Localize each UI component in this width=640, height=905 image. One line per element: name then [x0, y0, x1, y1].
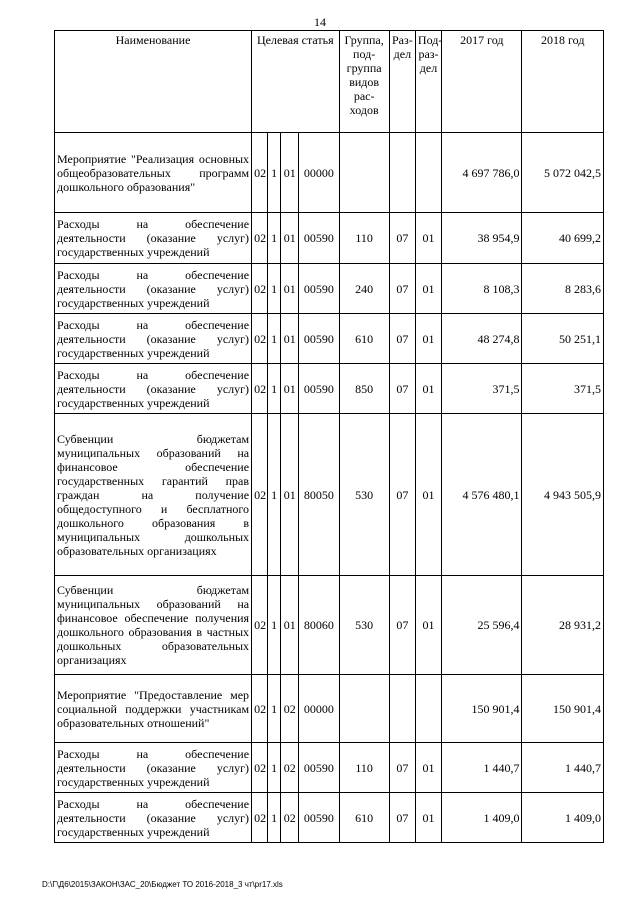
target-event: 01 [281, 133, 299, 213]
header-year-2017: 2017 год [442, 31, 522, 133]
target-direction: 00590 [299, 264, 339, 314]
header-expense-group: Группа, под-группа видов рас-ходов [339, 31, 389, 133]
expense-group: 240 [339, 264, 389, 314]
subsection: 01 [415, 364, 441, 414]
amount-2017: 1 440,7 [442, 743, 522, 793]
target-program: 02 [252, 793, 268, 843]
expense-group: 530 [339, 576, 389, 675]
target-event: 01 [281, 414, 299, 576]
section: 07 [389, 414, 415, 576]
target-direction: 80060 [299, 576, 339, 675]
target-direction: 80050 [299, 414, 339, 576]
target-direction: 00590 [299, 314, 339, 364]
target-direction: 00000 [299, 675, 339, 743]
section: 07 [389, 743, 415, 793]
target-event: 02 [281, 793, 299, 843]
target-program: 02 [252, 133, 268, 213]
table-row [55, 576, 604, 675]
target-direction: 00000 [299, 133, 339, 213]
row-name: Расходы на обеспечение деятельности (оказание услуг) государственных учреждений [55, 793, 252, 843]
row-name: Субвенции бюджетам муниципальных образований на финансовое обеспечение получения дошкольного образования в частных дошкольных образовательных организациях [55, 576, 252, 675]
amount-2018: 1 409,0 [522, 793, 604, 843]
amount-2017: 371,5 [442, 364, 522, 414]
row-name: Субвенции бюджетам муниципальных образований на финансовое обеспечение государственных гарантий прав граждан на получение общедоступного и бесплатного дошкольного образования в муниципальных дошкольных образовательных организациях [55, 414, 252, 576]
section [389, 133, 415, 213]
header-section: Раз-дел [389, 31, 415, 133]
amount-2018: 5 072 042,5 [522, 133, 604, 213]
expense-group: 610 [339, 793, 389, 843]
header-name: Наименование [55, 31, 252, 133]
amount-2017: 4 697 786,0 [442, 133, 522, 213]
amount-2017: 4 576 480,1 [442, 414, 522, 576]
table-row [55, 414, 604, 576]
target-direction: 00590 [299, 364, 339, 414]
row-name: Расходы на обеспечение деятельности (оказание услуг) государственных учреждений [55, 743, 252, 793]
table-row [55, 314, 604, 364]
amount-2018: 150 901,4 [522, 675, 604, 743]
section: 07 [389, 314, 415, 364]
row-name: Мероприятие "Реализация основных общеобразовательных программ дошкольного образования" [55, 133, 252, 213]
row-name: Мероприятие "Предоставление мер социальной поддержки участникам образовательных отношений" [55, 675, 252, 743]
expense-group: 850 [339, 364, 389, 414]
row-name: Расходы на обеспечение деятельности (оказание услуг) государственных учреждений [55, 264, 252, 314]
table-row [55, 364, 604, 414]
target-subprogram: 1 [268, 364, 281, 414]
section [389, 675, 415, 743]
target-direction: 00590 [299, 213, 339, 264]
section: 07 [389, 793, 415, 843]
target-subprogram: 1 [268, 264, 281, 314]
subsection: 01 [415, 414, 441, 576]
amount-2018: 28 931,2 [522, 576, 604, 675]
table-row [55, 213, 604, 264]
amount-2018: 4 943 505,9 [522, 414, 604, 576]
page-number: 14 [314, 15, 326, 29]
amount-2017: 150 901,4 [442, 675, 522, 743]
amount-2018: 40 699,2 [522, 213, 604, 264]
subsection: 01 [415, 314, 441, 364]
target-event: 01 [281, 213, 299, 264]
target-program: 02 [252, 576, 268, 675]
table-row [55, 793, 604, 843]
row-name: Расходы на обеспечение деятельности (оказание услуг) государственных учреждений [55, 314, 252, 364]
footer-file-path: D:\Г\Д6\2015\ЗАКОН\ЗАС_20\Бюджет ТО 2016-2018_3 чт\pr17.xls [42, 880, 283, 889]
target-event: 01 [281, 576, 299, 675]
header-year-2018: 2018 год [522, 31, 604, 133]
subsection [415, 133, 441, 213]
subsection: 01 [415, 264, 441, 314]
subsection: 01 [415, 576, 441, 675]
amount-2018: 371,5 [522, 364, 604, 414]
amount-2017: 48 274,8 [442, 314, 522, 364]
subsection [415, 675, 441, 743]
amount-2017: 25 596,4 [442, 576, 522, 675]
expense-group [339, 675, 389, 743]
expense-group: 110 [339, 743, 389, 793]
table-row [55, 264, 604, 314]
target-direction: 00590 [299, 793, 339, 843]
target-program: 02 [252, 314, 268, 364]
amount-2017: 1 409,0 [442, 793, 522, 843]
table-row [55, 133, 604, 213]
section: 07 [389, 264, 415, 314]
expense-group: 610 [339, 314, 389, 364]
row-name: Расходы на обеспечение деятельности (оказание услуг) государственных учреждений [55, 213, 252, 264]
amount-2017: 38 954,9 [442, 213, 522, 264]
table-row [55, 675, 604, 743]
target-program: 02 [252, 264, 268, 314]
target-event: 02 [281, 675, 299, 743]
target-event: 01 [281, 364, 299, 414]
amount-2017: 8 108,3 [442, 264, 522, 314]
target-program: 02 [252, 414, 268, 576]
expense-group: 530 [339, 414, 389, 576]
target-direction: 00590 [299, 743, 339, 793]
header-target-article: Целевая статья [252, 31, 339, 133]
budget-table [54, 30, 604, 843]
target-program: 02 [252, 743, 268, 793]
target-subprogram: 1 [268, 414, 281, 576]
target-subprogram: 1 [268, 675, 281, 743]
subsection: 01 [415, 743, 441, 793]
target-program: 02 [252, 675, 268, 743]
target-subprogram: 1 [268, 314, 281, 364]
table-row [55, 743, 604, 793]
amount-2018: 50 251,1 [522, 314, 604, 364]
section: 07 [389, 576, 415, 675]
target-subprogram: 1 [268, 576, 281, 675]
target-event: 01 [281, 264, 299, 314]
expense-group: 110 [339, 213, 389, 264]
section: 07 [389, 213, 415, 264]
target-program: 02 [252, 213, 268, 264]
row-name: Расходы на обеспечение деятельности (оказание услуг) государственных учреждений [55, 364, 252, 414]
target-event: 01 [281, 314, 299, 364]
amount-2018: 8 283,6 [522, 264, 604, 314]
target-event: 02 [281, 743, 299, 793]
target-subprogram: 1 [268, 743, 281, 793]
expense-group [339, 133, 389, 213]
table-header-row [55, 31, 604, 133]
target-subprogram: 1 [268, 213, 281, 264]
amount-2018: 1 440,7 [522, 743, 604, 793]
header-subsection: Под-раз-дел [415, 31, 441, 133]
target-program: 02 [252, 364, 268, 414]
subsection: 01 [415, 793, 441, 843]
section: 07 [389, 364, 415, 414]
subsection: 01 [415, 213, 441, 264]
target-subprogram: 1 [268, 133, 281, 213]
target-subprogram: 1 [268, 793, 281, 843]
